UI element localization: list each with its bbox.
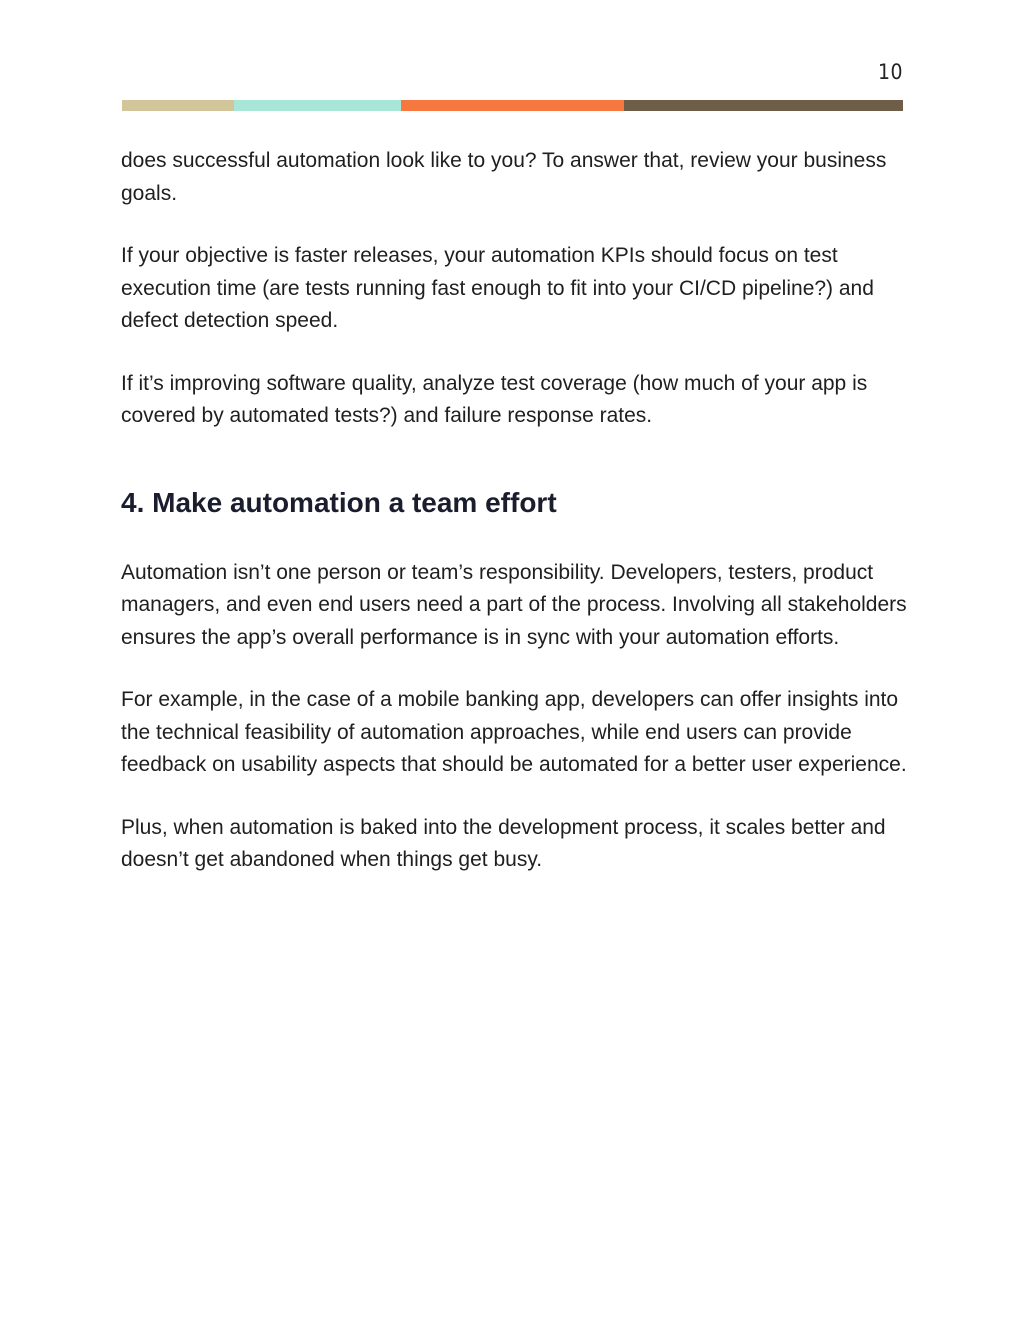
color-bar-segment-mint [234, 100, 401, 111]
page-number: 10 [877, 60, 903, 84]
paragraph: does successful automation look like to you? To answer that, review your business goals. [121, 149, 887, 205]
paragraph: If your objective is faster releases, your automation KPIs should focus on test execution time (are tests running fast enough to fit into your CI/CD pipeline?) and defect detection speed. [121, 244, 874, 332]
header-color-bar [122, 100, 903, 111]
color-bar-segment-brown [624, 100, 903, 111]
color-bar-segment-orange [401, 100, 624, 111]
document-body [121, 145, 907, 907]
section-heading: 4. Make automation a team effort [121, 486, 557, 518]
color-bar-segment-tan [122, 100, 234, 111]
paragraph: For example, in the case of a mobile banking app, developers can offer insights into the technical feasibility of automation approaches, while end users can provide feedback on usability aspects that should be automated for a better user experience. [121, 688, 907, 776]
paragraph: Automation isn’t one person or team’s responsibility. Developers, testers, product managers, and even end users need a part of the process. Involving all stakeholders ensures the app’s overall performance is in sync with your automation efforts. [121, 560, 907, 649]
paragraph: If it’s improving software quality, analyze test coverage (how much of your app is covered by automated tests?) and failure response rates. [121, 371, 868, 427]
paragraph: Plus, when automation is baked into the development process, it scales better and doesn’t get abandoned when things get busy. [121, 815, 886, 871]
